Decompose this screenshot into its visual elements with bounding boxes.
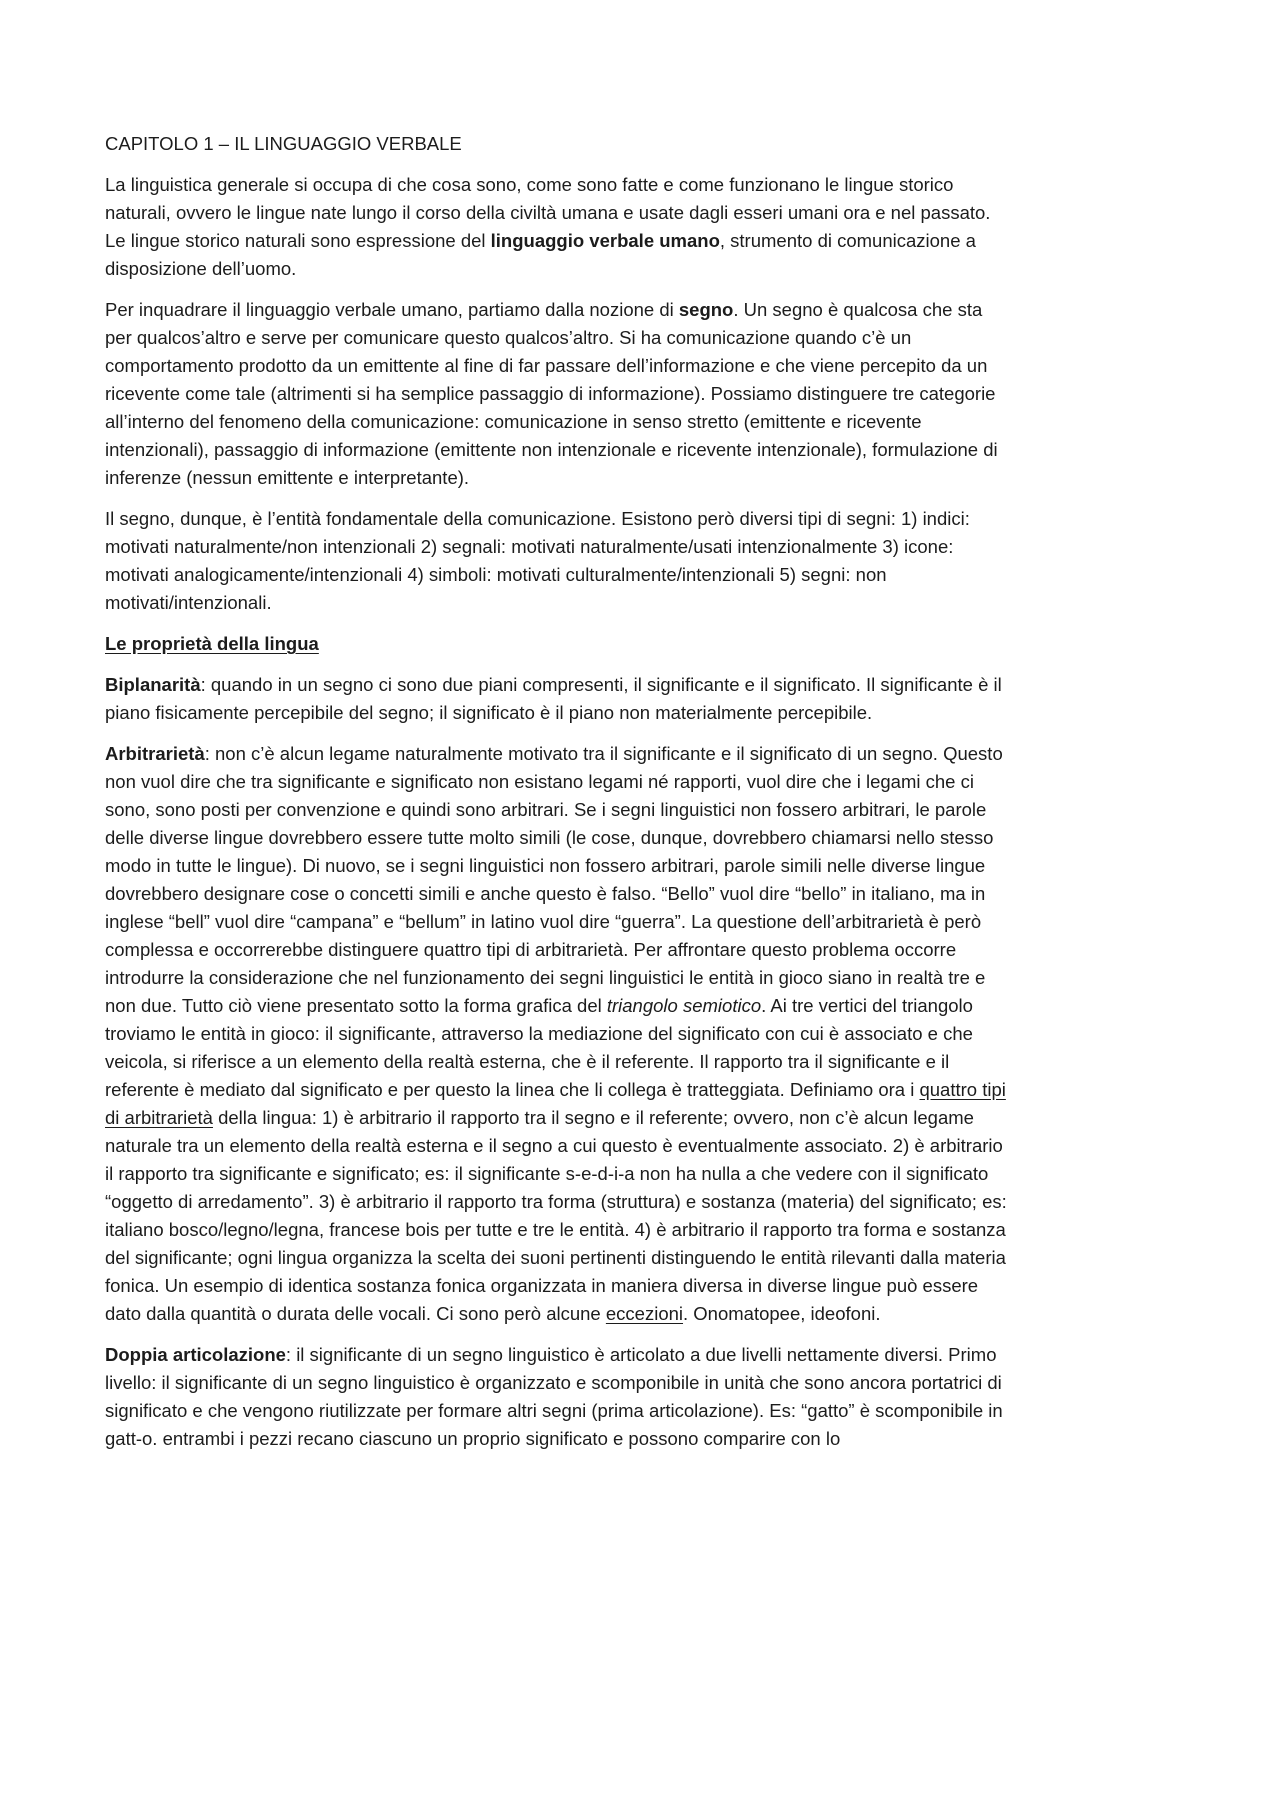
paragraph-nozione-di-segno [105, 296, 1008, 492]
term-quattro-tipi-di-arbitrarieta: quattro tipi di arbitrarietà [105, 1079, 1006, 1128]
term-doppia-articolazione: Doppia articolazione [105, 1344, 286, 1365]
term-arbitrarieta: Arbitrarietà [105, 743, 205, 764]
text-segment: . Un segno è qualcosa che sta per qualcos’altro e serve per comunicare questo qualcos’altro. Si ha comunicazione quando c’è un comportamento prodotto da un emittente al fine di far passare dell’informazione e che viene percepito da un ricevente come tale (altrimenti si ha semplice passaggio di informazione). Possiamo distinguere tre categorie all’interno del fenomeno della comunicazione: comunicazione in senso stretto (emittente e ricevente intenzionali), passaggio di informazione (emittente non intenzionale e ricevente intenzionale), formulazione di inferenze (nessun emittente e interpretante). [105, 299, 998, 488]
paragraph-doppia-articolazione [105, 1341, 1008, 1453]
term-eccezioni: eccezioni [605, 1303, 684, 1324]
paragraph-arbitrarieta [105, 740, 1008, 1328]
text-segment: : il significante di un segno linguistico è articolato a due livelli nettamente diversi. Primo livello: il significante di un segno linguistico è organizzato e scomponibile in unità che sono ancora portatrici di significato e che vengono riutilizzate per formare altri segni (prima articolazione). Es: “gatto” è scomponibile in gatt-o. entrambi i pezzi recano ciascuno un proprio significato e possono comparire con lo [105, 1344, 1003, 1449]
heading-text: Le proprietà della lingua [105, 633, 319, 654]
text-segment: . Ai tre vertici del triangolo troviamo le entità in gioco: il significante, attraverso la mediazione del significato con cui è associato e che veicola, si riferisce a un elemento della realtà esterna, che è il referente. Il rapporto tra il significante e il referente è mediato dal significato e per questo la linea che li collega è tratteggiata. Definiamo ora i [105, 995, 973, 1100]
section-heading-proprieta-della-lingua [105, 630, 1008, 658]
paragraph-linguistica-generale [105, 171, 1008, 283]
text-segment: Il segno, dunque, è l’entità fondamentale della comunicazione. Esistono però diversi tipi di segni: 1) indici: motivati naturalmente/non intenzionali 2) segnali: motivati naturalmente/usati intenzionalmente 3) icone: motivati analogicamente/intenzionali 4) simboli: motivati culturalmente/intenzionali 5) segni: non motivati/intenzionali. [105, 508, 970, 613]
paragraph-biplanarita [105, 671, 1008, 727]
text-segment: La linguistica generale si occupa di che cosa sono, come sono fatte e come funzionano le lingue storico naturali, ovvero le lingue nate lungo il corso della civiltà umana e usate dagli esseri umani ora e nel passato. Le lingue storico naturali sono espressione del [105, 174, 991, 251]
term-biplanarita: Biplanarità [105, 674, 201, 695]
text-segment: : quando in un segno ci sono due piani compresenti, il significante e il significato. Il significante è il piano fisicamente percepibile del segno; il significato è il piano non materialmente percepibile. [105, 674, 1002, 723]
text-segment: Per inquadrare il linguaggio verbale umano, partiamo dalla nozione di [105, 299, 679, 320]
term-segno: segno [678, 299, 734, 320]
text-segment: : non c’è alcun legame naturalmente motivato tra il significante e il significato di un segno. Questo non vuol dire che tra significante e significato non esistano legami né rapporti, vuol dire che i legami che ci sono, sono posti per convenzione e quindi sono arbitrari. Se i segni linguistici non fossero arbitrari, le parole delle diverse lingue dovrebbero essere tutte molto simili (le cose, dunque, dovrebbero chiamarsi nello stesso modo in tutte le lingue). Di nuovo, se i segni linguistici non fossero arbitrari, parole simili nelle diverse lingue dovrebbero designare cose o concetti simili e anche questo è falso. “Bello” vuol dire “bello” in italiano, ma in inglese “bell” vuol dire “campana” e “bellum” in latino vuol dire “guerra”. La questione dell’arbitrarietà è però complessa e occorrerebbe distinguere quattro tipi di arbitrarietà. Per affrontare questo problema occorre introdurre la considerazione che nel funzionamento dei segni linguistici le entità in gioco siano in realtà tre e non due. Tutto ciò viene presentato sotto la forma grafica del [105, 743, 1003, 1016]
term-linguaggio-verbale-umano: linguaggio verbale umano [490, 230, 720, 251]
text-segment: della lingua: 1) è arbitrario il rapporto tra il segno e il referente; ovvero, non c’è alcun legame naturale tra un elemento della realtà esterna e il segno a cui questo è eventualmente associato. 2) è arbitrario il rapporto tra significante e significato; es: il significante s-e-d-i-a non ha nulla a che vedere con il significato “oggetto di arredamento”. 3) è arbitrario il rapporto tra forma (struttura) e sostanza (materia) del significato; es: italiano bosco/legno/legna, francese bois per tutte e tre le entità. 4) è arbitrario il rapporto tra forma e sostanza del significante; ogni lingua organizza la scelta dei suoni pertinenti distinguendo le entità rilevanti dalla materia fonica. Un esempio di identica sostanza fonica organizzata in maniera diversa in diverse lingue può essere dato dalla quantità o durata delle vocali. Ci sono però alcune [105, 1107, 1007, 1324]
text-segment: . Onomatopee, ideofoni. [683, 1303, 881, 1324]
paragraph-tipi-di-segni [105, 505, 1008, 617]
text-segment: , strumento di comunicazione a disposizione dell’uomo. [105, 230, 976, 279]
chapter-title: CAPITOLO 1 – IL LINGUAGGIO VERBALE [105, 133, 462, 154]
term-triangolo-semiotico: triangolo semiotico [606, 995, 762, 1016]
